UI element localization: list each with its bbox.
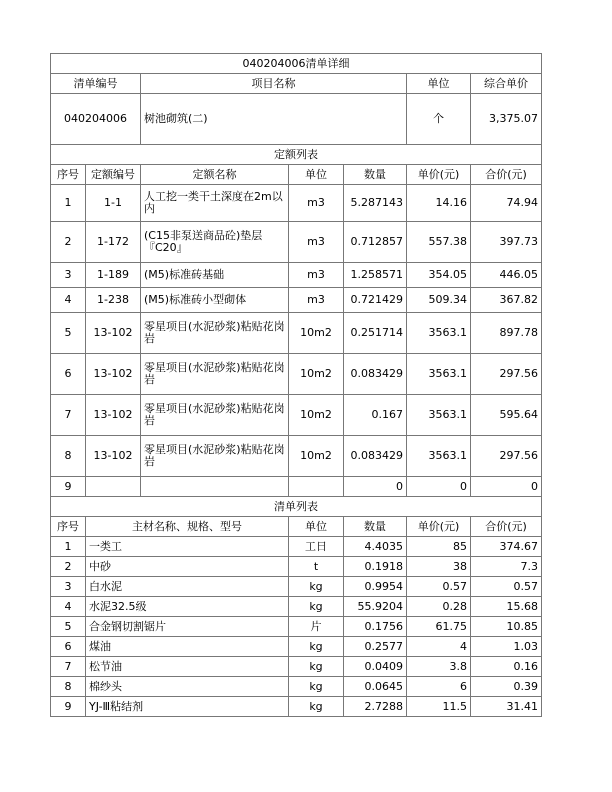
quota-name: (C15非泵送商品砼)垫层『C20』 xyxy=(141,222,289,263)
quota-price: 509.34 xyxy=(407,288,471,313)
material-name: 合金钢切割锯片 xyxy=(86,617,289,637)
quota-no: 7 xyxy=(51,395,86,436)
material-total: 0.57 xyxy=(471,577,542,597)
material-unit-header: 单位 xyxy=(289,517,344,537)
quota-price: 354.05 xyxy=(407,263,471,288)
quota-code: 13-102 xyxy=(86,395,141,436)
quota-unit: m3 xyxy=(289,222,344,263)
material-price: 85 xyxy=(407,537,471,557)
material-qty: 0.9954 xyxy=(344,577,407,597)
quota-total: 367.82 xyxy=(471,288,542,313)
material-section-title: 清单列表 xyxy=(51,497,542,517)
quota-total: 74.94 xyxy=(471,185,542,222)
quota-no: 6 xyxy=(51,354,86,395)
quota-no-header: 序号 xyxy=(51,165,86,185)
bill-header-row xyxy=(51,74,542,94)
quota-total: 595.64 xyxy=(471,395,542,436)
quota-total: 0 xyxy=(471,477,542,497)
quota-name: 零星项目(水泥砂浆)粘贴花岗岩 xyxy=(141,436,289,477)
material-price: 3.8 xyxy=(407,657,471,677)
material-price: 11.5 xyxy=(407,697,471,717)
material-no: 6 xyxy=(51,637,86,657)
quota-row xyxy=(51,288,542,313)
material-row xyxy=(51,657,542,677)
material-unit: 工日 xyxy=(289,537,344,557)
bill-code-header: 清单编号 xyxy=(51,74,141,94)
quota-row xyxy=(51,185,542,222)
material-price: 6 xyxy=(407,677,471,697)
material-row xyxy=(51,537,542,557)
quota-total: 897.78 xyxy=(471,313,542,354)
quota-no: 5 xyxy=(51,313,86,354)
material-no: 2 xyxy=(51,557,86,577)
quota-code: 13-102 xyxy=(86,436,141,477)
quota-row xyxy=(51,477,542,497)
material-name: YJ-Ⅲ粘结剂 xyxy=(86,697,289,717)
quota-qty: 0.712857 xyxy=(344,222,407,263)
material-row xyxy=(51,637,542,657)
quota-code: 13-102 xyxy=(86,354,141,395)
material-unit: kg xyxy=(289,577,344,597)
quota-price: 3563.1 xyxy=(407,436,471,477)
material-total: 1.03 xyxy=(471,637,542,657)
quota-row xyxy=(51,354,542,395)
bill-detail-table xyxy=(50,53,542,517)
bill-row xyxy=(51,94,542,145)
quota-qty: 0.083429 xyxy=(344,354,407,395)
quota-name: 人工挖一类干土深度在2m以内 xyxy=(141,185,289,222)
quota-section-title: 定额列表 xyxy=(51,145,542,165)
material-name: 水泥32.5级 xyxy=(86,597,289,617)
quota-row xyxy=(51,222,542,263)
quota-unit: 10m2 xyxy=(289,354,344,395)
material-price: 4 xyxy=(407,637,471,657)
quota-unit: 10m2 xyxy=(289,436,344,477)
material-unit: t xyxy=(289,557,344,577)
material-row xyxy=(51,557,542,577)
material-unit: kg xyxy=(289,637,344,657)
quota-code: 13-102 xyxy=(86,313,141,354)
material-row xyxy=(51,597,542,617)
quota-header-row xyxy=(51,165,542,185)
material-unit: kg xyxy=(289,697,344,717)
bill-unit-header: 单位 xyxy=(407,74,471,94)
material-price: 0.28 xyxy=(407,597,471,617)
quota-unit: 10m2 xyxy=(289,395,344,436)
quota-unit: m3 xyxy=(289,185,344,222)
quota-row xyxy=(51,263,542,288)
quota-total-header: 合价(元) xyxy=(471,165,542,185)
quota-name: (M5)标准砖小型砌体 xyxy=(141,288,289,313)
material-qty: 0.0645 xyxy=(344,677,407,697)
quota-name-header: 定额名称 xyxy=(141,165,289,185)
quota-no: 1 xyxy=(51,185,86,222)
material-no: 5 xyxy=(51,617,86,637)
material-total: 7.3 xyxy=(471,557,542,577)
material-qty-header: 数量 xyxy=(344,517,407,537)
quota-name xyxy=(141,477,289,497)
material-row xyxy=(51,617,542,637)
quota-price: 3563.1 xyxy=(407,313,471,354)
bill-name-header: 项目名称 xyxy=(141,74,407,94)
quota-unit: m3 xyxy=(289,263,344,288)
material-qty: 55.9204 xyxy=(344,597,407,617)
material-no-header: 序号 xyxy=(51,517,86,537)
quota-unit: m3 xyxy=(289,288,344,313)
material-name: 松节油 xyxy=(86,657,289,677)
material-no: 8 xyxy=(51,677,86,697)
material-total: 10.85 xyxy=(471,617,542,637)
material-unit: kg xyxy=(289,677,344,697)
quota-no: 8 xyxy=(51,436,86,477)
material-total: 0.39 xyxy=(471,677,542,697)
material-no: 1 xyxy=(51,537,86,557)
quota-total: 446.05 xyxy=(471,263,542,288)
material-no: 3 xyxy=(51,577,86,597)
material-price: 61.75 xyxy=(407,617,471,637)
quota-unit: 10m2 xyxy=(289,313,344,354)
quota-unit xyxy=(289,477,344,497)
bill-price-header: 综合单价 xyxy=(471,74,542,94)
quota-price: 557.38 xyxy=(407,222,471,263)
material-table xyxy=(50,516,542,717)
quota-qty: 0 xyxy=(344,477,407,497)
quota-unit-header: 单位 xyxy=(289,165,344,185)
bill-unit: 个 xyxy=(407,94,471,145)
material-name: 中砂 xyxy=(86,557,289,577)
material-name: 一类工 xyxy=(86,537,289,557)
quota-qty: 5.287143 xyxy=(344,185,407,222)
quota-price: 3563.1 xyxy=(407,354,471,395)
quota-qty: 0.721429 xyxy=(344,288,407,313)
quota-code xyxy=(86,477,141,497)
material-price: 0.57 xyxy=(407,577,471,597)
material-qty: 0.0409 xyxy=(344,657,407,677)
quota-price: 3563.1 xyxy=(407,395,471,436)
material-total: 15.68 xyxy=(471,597,542,617)
quota-qty: 0.167 xyxy=(344,395,407,436)
table-title: 040204006清单详细 xyxy=(51,54,542,74)
material-no: 7 xyxy=(51,657,86,677)
material-name: 棉纱头 xyxy=(86,677,289,697)
quota-code-header: 定额编号 xyxy=(86,165,141,185)
quota-row xyxy=(51,313,542,354)
quota-qty-header: 数量 xyxy=(344,165,407,185)
quota-name: 零星项目(水泥砂浆)粘贴花岗岩 xyxy=(141,313,289,354)
bill-price: 3,375.07 xyxy=(471,94,542,145)
bill-name: 树池砌筑(二) xyxy=(141,94,407,145)
material-qty: 0.1918 xyxy=(344,557,407,577)
quota-code: 1-1 xyxy=(86,185,141,222)
quota-no: 2 xyxy=(51,222,86,263)
material-qty: 4.4035 xyxy=(344,537,407,557)
quota-qty: 1.258571 xyxy=(344,263,407,288)
material-no: 4 xyxy=(51,597,86,617)
quota-qty: 0.083429 xyxy=(344,436,407,477)
quota-name: 零星项目(水泥砂浆)粘贴花岗岩 xyxy=(141,395,289,436)
material-row xyxy=(51,677,542,697)
material-qty: 2.7288 xyxy=(344,697,407,717)
quota-name: 零星项目(水泥砂浆)粘贴花岗岩 xyxy=(141,354,289,395)
quota-total: 297.56 xyxy=(471,354,542,395)
bill-code: 040204006 xyxy=(51,94,141,145)
material-no: 9 xyxy=(51,697,86,717)
material-unit: kg xyxy=(289,597,344,617)
quota-code: 1-189 xyxy=(86,263,141,288)
material-name: 煤油 xyxy=(86,637,289,657)
quota-price: 0 xyxy=(407,477,471,497)
material-price-header: 单价(元) xyxy=(407,517,471,537)
material-price: 38 xyxy=(407,557,471,577)
quota-no: 4 xyxy=(51,288,86,313)
quota-total: 297.56 xyxy=(471,436,542,477)
quota-total: 397.73 xyxy=(471,222,542,263)
quota-price: 14.16 xyxy=(407,185,471,222)
material-row xyxy=(51,577,542,597)
quota-price-header: 单价(元) xyxy=(407,165,471,185)
material-qty: 0.1756 xyxy=(344,617,407,637)
material-header-row xyxy=(51,517,542,537)
material-qty: 0.2577 xyxy=(344,637,407,657)
quota-no: 9 xyxy=(51,477,86,497)
material-unit: 片 xyxy=(289,617,344,637)
material-total: 0.16 xyxy=(471,657,542,677)
material-unit: kg xyxy=(289,657,344,677)
quota-code: 1-172 xyxy=(86,222,141,263)
quota-name: (M5)标准砖基础 xyxy=(141,263,289,288)
quota-qty: 0.251714 xyxy=(344,313,407,354)
material-total-header: 合价(元) xyxy=(471,517,542,537)
material-total: 31.41 xyxy=(471,697,542,717)
quota-no: 3 xyxy=(51,263,86,288)
material-row xyxy=(51,697,542,717)
quota-code: 1-238 xyxy=(86,288,141,313)
quota-row xyxy=(51,436,542,477)
material-name-header: 主材名称、规格、型号 xyxy=(86,517,289,537)
material-name: 白水泥 xyxy=(86,577,289,597)
material-total: 374.67 xyxy=(471,537,542,557)
quota-row xyxy=(51,395,542,436)
